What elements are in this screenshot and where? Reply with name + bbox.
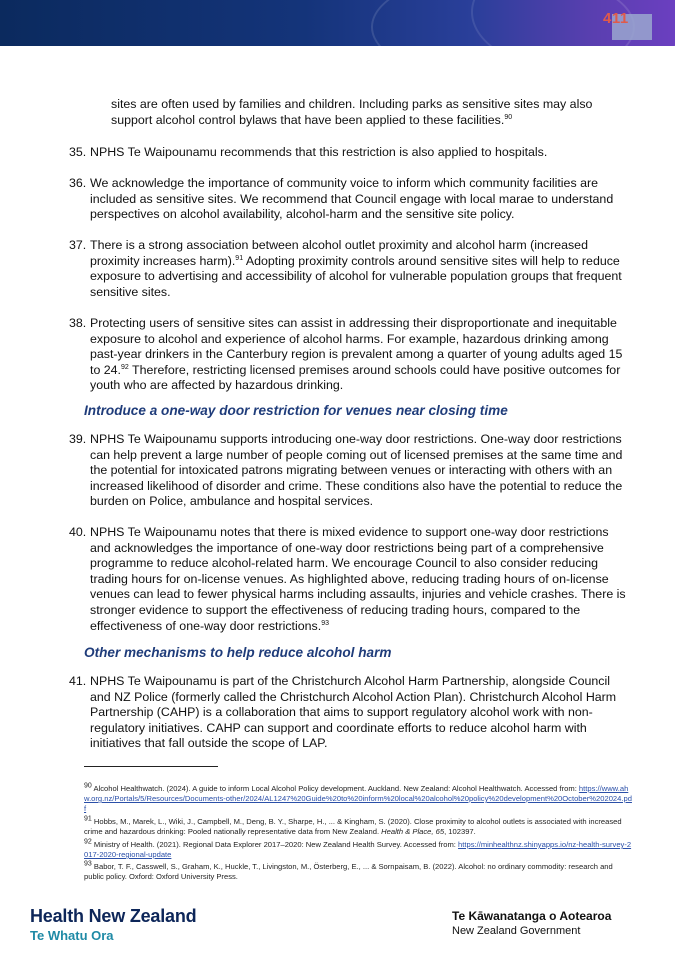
page-number: 411 <box>603 10 629 27</box>
logo-subtitle: Te Whatu Ora <box>30 928 114 943</box>
paragraph-number: 40. <box>69 525 87 539</box>
paragraph-number: 38. <box>69 316 87 330</box>
paragraph-39 <box>69 432 630 510</box>
paragraph-number: 37. <box>69 238 87 252</box>
footnote-ref[interactable]: 92 <box>121 363 129 371</box>
paragraph-text: NPHS Te Waipounamu supports introducing one-way door restrictions. One-way door restrictions can help prevent a large number of people coming out of licensed premises at the same time and the potential for intoxicated patrons migrating between venues or interacting with others with an increased likelihood of disorder and crime. These conditions also have the potential to reduce the burden on Police, ambulance and hospital services. <box>90 432 623 509</box>
footnote-number: 93 <box>84 860 92 868</box>
footnote-text: Ministry of Health. (2021). Regional Data Explorer 2017–2020: New Zealand Health Survey. Accessed from: <box>91 840 459 849</box>
footnote-number: 91 <box>84 815 92 823</box>
footnote-ref[interactable]: 90 <box>504 113 513 121</box>
paragraph-text: NPHS Te Waipounamu notes that there is mixed evidence to support one-way door restrictions and acknowledges the importance of one-way door restrictions being part of a comprehensive programme to reduce alcohol-related harm. We encourage Council to also consider reducing trading hours for on-license venues. As highlighted above, reducing trading hours of on-license venues can lead to fewer physical harms including assaults, injuries and vehicle crashes. There is stronger evidence to support the effectiveness of reducing trading hours, compared to the effectiveness of one-way door restrictions. <box>90 525 626 633</box>
paragraph-number: 41. <box>69 674 87 688</box>
paragraph-number: 39. <box>69 432 87 446</box>
nz-government-logo <box>452 909 611 937</box>
logo-subtitle: New Zealand Government <box>452 925 581 937</box>
health-nz-logo <box>30 906 196 943</box>
paragraph-text: support alcohol control bylaws that have been applied to these facilities. <box>111 112 505 127</box>
paragraph-text: Adopting proximity controls around sensitive sites will help to reduce exposure to advertising and accessibility of alcohol for vulnerable population groups that frequent sensitive sites. <box>90 253 622 299</box>
header-banner <box>0 0 675 46</box>
footnote-93 <box>84 862 632 882</box>
paragraph-36 <box>69 176 630 223</box>
section-heading: Introduce a one-way door restriction for venues near closing time <box>84 403 508 418</box>
paragraph-text: Therefore, restricting licensed premises around schools could have positive outcomes for youth who are affected by hazardous drinking. <box>90 362 621 393</box>
footnote-92 <box>84 840 632 860</box>
footnote-link[interactable]: https://www.ahw.org.nz/Portals/5/Resources/Documents-other/2024/AL1247%20Guide%20to%20inform%20local%20alcohol%20policy%20development%20October%202024.pdf <box>84 784 632 813</box>
paragraph-34-continuation <box>111 97 631 128</box>
footnote-divider <box>84 766 218 767</box>
footnote-90 <box>84 784 632 814</box>
paragraph-text: We acknowledge the importance of community voice to inform which community facilities are included as sensitive sites. We recommend that Council engage with local marae to understand perspectives on alcohol availability, alcohol-harm and the sensitive site policy. <box>90 176 614 222</box>
paragraph-text: sites are often used by families and children. Including parks as sensitive sites may also <box>111 97 593 111</box>
footnote-ref[interactable]: 93 <box>321 619 329 627</box>
paragraph-38 <box>69 316 630 394</box>
paragraph-40 <box>69 525 630 634</box>
footnote-number: 90 <box>84 782 92 790</box>
paragraph-text: NPHS Te Waipounamu is part of the Christchurch Alcohol Harm Partnership, alongside Council and NZ Police (formerly called the Christchurch Alcohol Action Plan). Christchurch Alcohol Harm Partnership (CAHP) is a collaboration that aims to support regulatory alcohol work with non-regulatory initiatives. CAHP can support and coordinate efforts to reduce alcohol harm with initiatives that fall outside the scope of LAP. <box>90 674 617 751</box>
paragraph-text: NPHS Te Waipounamu recommends that this restriction is also applied to hospitals. <box>90 145 548 159</box>
footnote-91 <box>84 817 632 837</box>
paragraph-text: Protecting users of sensitive sites can assist in addressing their disproportionate and inequitable exposure to alcohol and experience of alcohol harms. For example, hazardous drinking among past-year drinkers in the Canterbury region is prevalent among a quarter of young adults aged 15 to 24. <box>90 316 623 377</box>
paragraph-text: There is a strong association between alcohol outlet proximity and alcohol harm (increased proximity increases harm). <box>90 238 588 268</box>
footnote-link[interactable]: https://minhealthnz.shinyapps.io/nz-health-survey-2017-2020-regional-update <box>84 840 632 859</box>
logo-title: Health New Zealand <box>30 906 197 926</box>
footnote-text: Alcohol Healthwatch. (2024). A guide to inform Local Alcohol Policy development. Auckland. New Zealand: Alcohol Healthwatch. Accessed from: <box>91 784 579 793</box>
paragraph-number: 36. <box>69 176 87 190</box>
paragraph-37 <box>69 238 630 300</box>
footnote-number: 92 <box>84 838 92 846</box>
section-heading: Other mechanisms to help reduce alcohol harm <box>84 645 392 660</box>
footnote-journal: Health & Place, 65 <box>381 827 445 836</box>
paragraph-number: 35. <box>69 145 87 159</box>
footnote-text: Babor, T. F., Casswell, S., Graham, K., Huckle, T., Livingston, M., Österberg, E., ... & Sornpaisam, B. (2022). Alcohol: no ordinary commodity: research and public policy. Oxford: Oxford University Press. <box>84 862 613 881</box>
footnote-ref[interactable]: 91 <box>235 254 244 262</box>
footnote-text: Hobbs, M., Marek, L., Wiki, J., Campbell, M., Deng, B. Y., Sharpe, H., ... & Kingham, S. (2020). Close proximity to alcohol outlets is associated with increased crime and hazardous drinking: Pooled nationally representative data from New Zealand. <box>84 817 622 836</box>
logo-title: Te Kāwanatanga o Aotearoa <box>452 909 612 923</box>
paragraph-41 <box>69 674 630 752</box>
footnote-text: , 102397. <box>444 827 476 836</box>
paragraph-35 <box>69 145 630 161</box>
